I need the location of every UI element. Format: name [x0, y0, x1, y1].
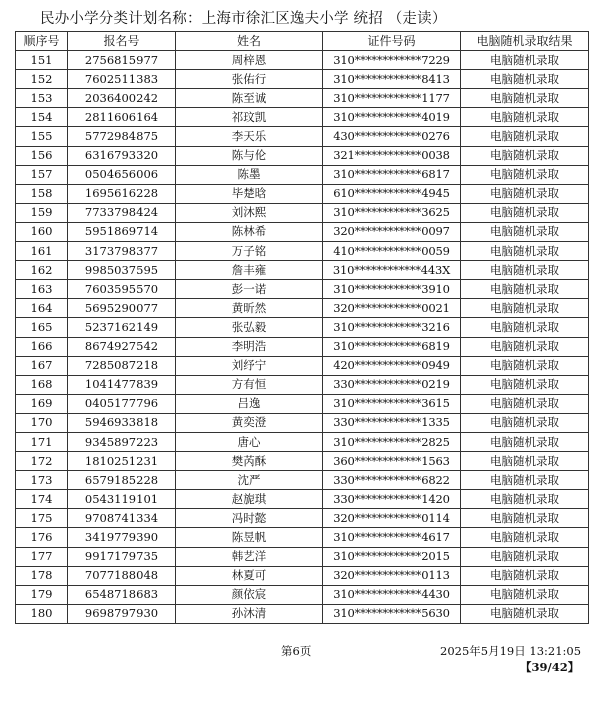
cell-name: 刘沐熙	[176, 203, 323, 222]
cell-seq: 175	[16, 509, 68, 528]
table-row	[16, 471, 589, 490]
cell-seq: 161	[16, 242, 68, 261]
cell-reg-no: 1810251231	[68, 452, 176, 471]
cell-id-no: 310************4617	[323, 528, 461, 547]
cell-seq: 177	[16, 547, 68, 566]
cell-reg-no: 5237162149	[68, 318, 176, 337]
cell-result: 电脑随机录取	[461, 509, 589, 528]
cell-result: 电脑随机录取	[461, 394, 589, 413]
cell-reg-no: 5951869714	[68, 222, 176, 241]
cell-reg-no: 8674927542	[68, 337, 176, 356]
table-row	[16, 146, 589, 165]
table-body	[16, 51, 589, 624]
cell-id-no: 410************0059	[323, 242, 461, 261]
table-row	[16, 184, 589, 203]
cell-name: 陈林希	[176, 222, 323, 241]
table-row	[16, 604, 589, 623]
cell-name: 周梓恩	[176, 51, 323, 70]
column-header-reg-no: 报名号	[68, 32, 176, 51]
page-counter: 【39/42】	[520, 660, 580, 674]
cell-result: 电脑随机录取	[461, 547, 589, 566]
cell-result: 电脑随机录取	[461, 89, 589, 108]
cell-result: 电脑随机录取	[461, 528, 589, 547]
table-row	[16, 375, 589, 394]
cell-reg-no: 9698797930	[68, 604, 176, 623]
table-row	[16, 89, 589, 108]
cell-seq: 154	[16, 108, 68, 127]
table-row	[16, 432, 589, 451]
cell-name: 黄奕澄	[176, 413, 323, 432]
cell-seq: 159	[16, 203, 68, 222]
table-row	[16, 299, 589, 318]
cell-result: 电脑随机录取	[461, 280, 589, 299]
cell-result: 电脑随机录取	[461, 452, 589, 471]
cell-seq: 160	[16, 222, 68, 241]
page-number: 第6页	[281, 644, 312, 658]
cell-name: 陈与伦	[176, 146, 323, 165]
cell-id-no: 420************0949	[323, 356, 461, 375]
table-row	[16, 165, 589, 184]
cell-id-no: 310************6819	[323, 337, 461, 356]
table-row	[16, 242, 589, 261]
table-row	[16, 452, 589, 471]
cell-id-no: 310************3615	[323, 394, 461, 413]
table-row	[16, 509, 589, 528]
cell-id-no: 330************1335	[323, 413, 461, 432]
document-title: 民办小学分类计划名称：上海市徐汇区逸夫小学 统招 （走读）	[40, 11, 447, 27]
cell-id-no: 320************0097	[323, 222, 461, 241]
cell-id-no: 320************0114	[323, 509, 461, 528]
cell-id-no: 310************4430	[323, 585, 461, 604]
cell-result: 电脑随机录取	[461, 413, 589, 432]
cell-name: 刘纾宁	[176, 356, 323, 375]
cell-seq: 170	[16, 413, 68, 432]
table-row	[16, 222, 589, 241]
cell-result: 电脑随机录取	[461, 356, 589, 375]
cell-name: 李明浩	[176, 337, 323, 356]
cell-id-no: 310************7229	[323, 51, 461, 70]
cell-seq: 156	[16, 146, 68, 165]
cell-name: 沈严	[176, 471, 323, 490]
cell-name: 黄昕然	[176, 299, 323, 318]
cell-reg-no: 7603595570	[68, 280, 176, 299]
cell-seq: 152	[16, 70, 68, 89]
cell-reg-no: 3173798377	[68, 242, 176, 261]
cell-id-no: 330************1420	[323, 490, 461, 509]
cell-seq: 166	[16, 337, 68, 356]
table-header-row	[16, 32, 589, 51]
cell-name: 陈墨	[176, 165, 323, 184]
cell-name: 赵旎琪	[176, 490, 323, 509]
cell-name: 詹丰雍	[176, 261, 323, 280]
cell-result: 电脑随机录取	[461, 261, 589, 280]
cell-reg-no: 2036400242	[68, 89, 176, 108]
cell-result: 电脑随机录取	[461, 318, 589, 337]
cell-seq: 164	[16, 299, 68, 318]
cell-reg-no: 0543119101	[68, 490, 176, 509]
cell-result: 电脑随机录取	[461, 337, 589, 356]
cell-name: 孙沐清	[176, 604, 323, 623]
cell-seq: 169	[16, 394, 68, 413]
cell-result: 电脑随机录取	[461, 184, 589, 203]
cell-name: 吕逸	[176, 394, 323, 413]
column-header-id-no: 证件号码	[323, 32, 461, 51]
cell-reg-no: 2811606164	[68, 108, 176, 127]
cell-seq: 176	[16, 528, 68, 547]
cell-result: 电脑随机录取	[461, 604, 589, 623]
cell-result: 电脑随机录取	[461, 585, 589, 604]
cell-seq: 179	[16, 585, 68, 604]
column-header-seq: 顺序号	[16, 32, 68, 51]
table-row	[16, 280, 589, 299]
table-row	[16, 528, 589, 547]
table-row	[16, 585, 589, 604]
cell-seq: 180	[16, 604, 68, 623]
cell-id-no: 310************5630	[323, 604, 461, 623]
cell-id-no: 310************3910	[323, 280, 461, 299]
cell-result: 电脑随机录取	[461, 432, 589, 451]
cell-name: 彭一诺	[176, 280, 323, 299]
cell-id-no: 430************0276	[323, 127, 461, 146]
cell-seq: 165	[16, 318, 68, 337]
cell-name: 韩艺洋	[176, 547, 323, 566]
table-row	[16, 394, 589, 413]
cell-result: 电脑随机录取	[461, 146, 589, 165]
cell-name: 林夏可	[176, 566, 323, 585]
cell-seq: 163	[16, 280, 68, 299]
cell-id-no: 360************1563	[323, 452, 461, 471]
cell-reg-no: 9345897223	[68, 432, 176, 451]
cell-reg-no: 9708741334	[68, 509, 176, 528]
cell-name: 唐心	[176, 432, 323, 451]
cell-result: 电脑随机录取	[461, 222, 589, 241]
cell-id-no: 330************0219	[323, 375, 461, 394]
cell-reg-no: 3419779390	[68, 528, 176, 547]
cell-id-no: 610************4945	[323, 184, 461, 203]
cell-result: 电脑随机录取	[461, 165, 589, 184]
cell-id-no: 310************8413	[323, 70, 461, 89]
cell-reg-no: 5695290077	[68, 299, 176, 318]
cell-reg-no: 5946933818	[68, 413, 176, 432]
cell-result: 电脑随机录取	[461, 471, 589, 490]
cell-reg-no: 6579185228	[68, 471, 176, 490]
cell-id-no: 310************4019	[323, 108, 461, 127]
table-row	[16, 127, 589, 146]
column-header-name: 姓名	[176, 32, 323, 51]
cell-id-no: 330************6822	[323, 471, 461, 490]
table-row	[16, 547, 589, 566]
cell-name: 冯时懿	[176, 509, 323, 528]
cell-seq: 153	[16, 89, 68, 108]
cell-seq: 174	[16, 490, 68, 509]
cell-result: 电脑随机录取	[461, 108, 589, 127]
table-row	[16, 51, 589, 70]
cell-reg-no: 6548718683	[68, 585, 176, 604]
cell-seq: 178	[16, 566, 68, 585]
cell-id-no: 310************443X	[323, 261, 461, 280]
cell-reg-no: 7733798424	[68, 203, 176, 222]
table-row	[16, 203, 589, 222]
table-row	[16, 261, 589, 280]
cell-id-no: 321************0038	[323, 146, 461, 165]
cell-reg-no: 0405177796	[68, 394, 176, 413]
column-header-result: 电脑随机录取结果	[461, 32, 589, 51]
cell-seq: 168	[16, 375, 68, 394]
cell-name: 毕楚晗	[176, 184, 323, 203]
cell-id-no: 310************2825	[323, 432, 461, 451]
cell-result: 电脑随机录取	[461, 127, 589, 146]
cell-reg-no: 7077188048	[68, 566, 176, 585]
table-row	[16, 70, 589, 89]
cell-seq: 157	[16, 165, 68, 184]
cell-name: 万子铭	[176, 242, 323, 261]
cell-name: 颜依宸	[176, 585, 323, 604]
cell-seq: 171	[16, 432, 68, 451]
cell-name: 陈昱帆	[176, 528, 323, 547]
cell-name: 方有恒	[176, 375, 323, 394]
cell-name: 张弘毅	[176, 318, 323, 337]
cell-name: 李天乐	[176, 127, 323, 146]
cell-seq: 173	[16, 471, 68, 490]
cell-name: 祁玟凯	[176, 108, 323, 127]
cell-seq: 158	[16, 184, 68, 203]
table-row	[16, 108, 589, 127]
cell-reg-no: 1041477839	[68, 375, 176, 394]
cell-name: 樊芮酥	[176, 452, 323, 471]
table-row	[16, 318, 589, 337]
cell-reg-no: 1695616228	[68, 184, 176, 203]
cell-id-no: 310************3625	[323, 203, 461, 222]
cell-reg-no: 2756815977	[68, 51, 176, 70]
cell-name: 张佑行	[176, 70, 323, 89]
admission-table	[15, 31, 589, 624]
table-row	[16, 413, 589, 432]
cell-seq: 155	[16, 127, 68, 146]
cell-reg-no: 9917179735	[68, 547, 176, 566]
cell-id-no: 310************1177	[323, 89, 461, 108]
cell-seq: 172	[16, 452, 68, 471]
cell-id-no: 310************2015	[323, 547, 461, 566]
table-row	[16, 337, 589, 356]
cell-result: 电脑随机录取	[461, 242, 589, 261]
cell-seq: 151	[16, 51, 68, 70]
cell-seq: 167	[16, 356, 68, 375]
cell-id-no: 310************6817	[323, 165, 461, 184]
cell-result: 电脑随机录取	[461, 299, 589, 318]
cell-result: 电脑随机录取	[461, 490, 589, 509]
cell-name: 陈至诚	[176, 89, 323, 108]
cell-result: 电脑随机录取	[461, 203, 589, 222]
cell-reg-no: 9985037595	[68, 261, 176, 280]
cell-seq: 162	[16, 261, 68, 280]
cell-id-no: 320************0113	[323, 566, 461, 585]
table-row	[16, 490, 589, 509]
cell-reg-no: 5772984875	[68, 127, 176, 146]
cell-id-no: 320************0021	[323, 299, 461, 318]
cell-result: 电脑随机录取	[461, 566, 589, 585]
cell-result: 电脑随机录取	[461, 70, 589, 89]
print-timestamp: 2025年5月19日 13:21:05	[440, 644, 582, 658]
cell-reg-no: 7602511383	[68, 70, 176, 89]
cell-reg-no: 7285087218	[68, 356, 176, 375]
cell-result: 电脑随机录取	[461, 51, 589, 70]
cell-result: 电脑随机录取	[461, 375, 589, 394]
cell-id-no: 310************3216	[323, 318, 461, 337]
table-row	[16, 566, 589, 585]
cell-reg-no: 6316793320	[68, 146, 176, 165]
table-row	[16, 356, 589, 375]
cell-reg-no: 0504656006	[68, 165, 176, 184]
